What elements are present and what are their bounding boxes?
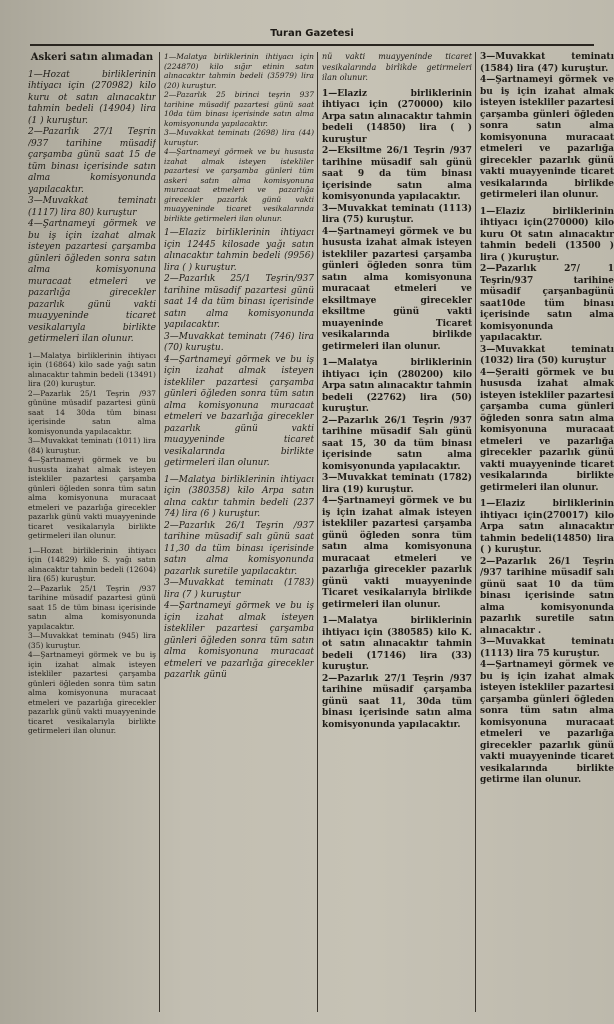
announcement-hozat-syag: 1—Hozat birliklerinin ihtiyacı için (14829) kilo S. yağı satın alınacaktır tahmin bedeli (12604) lira (65) kuruştur. 2—Pazarlık 25/1 Teşrin /937 tarihine müsadif pazartesi günü saat 15 de tüm binası içerisinde satın alma komisyonunda yapılacaktır. 3—Muvakkat teminatı (945) lira (35) kuruştur. 4—Şartnameyi görmek ve bu iş için izahat almak isteyen istekliler pazartesi çarşamba günleri öğleden sonra tüm satın alma komisyonuna muracaat etmeleri ve pazarlığa girecekler pazarlık günü vakti muayyeninde ticaret vesikalarıyla birlikte getirmeleri ilan olunur. — [28, 545, 156, 735]
section-heading: Askeri satın alımadan — [30, 52, 154, 63]
announcement-elaziz-sadeyag: 1—Elaziz birliklerinin ihtiyacı için 12445 kilosade yağı satın alınacaktır tahmin bedeli (9956) lira ( ) kuruştur. 2—Pazarlık 25/1 Teşrin/937 tarihine müsadif pazartesi günü saat 14 da tüm binası içerisinde satın alma komisyonunda yapılacaktır. 3—Muvakkat teminatı (746) lira (70) kuruştu. 4—Şartnameyi görmek ve bu iş için izahat almak isteyen istekliler pazartesi çarşamba günleri öğleden sonra tüm satın alma komisyonuna muracaat etmeleri ve bazarlığa girecekler pazarlık günü vakti muayyeninde ticaret vesikalarında birlikte getirmeleri ilan olunur. — [164, 228, 314, 468]
announcement-malatya-et: 1—Malatya birliklerinin ihtiyacı için (224870) kilo sığır etinin satın alınacaktır tahmin bedeli (35979) lira (20) kuruştur. 2—Pazarlık 25 birinci teşrin 937 tarihine müsadif pazartesi günü saat 10da tüm binası içerisinde satın alma komisyonunda yapılacaktır. 3—Muvakkat teminatı (2698) lira (44) kuruştur. 4—Şartnameyi görmek ve bu hususta izahat almak isteyen istekliler pazartesi ve çarşamba günleri tüm askeri satın alma komisyonuna muracaat etmeleri ve pazarlığa girecekler pazarlık günü vakti muayyeninde ticaret vesikalarında birlikte getirmeleri ilan olunur. — [164, 52, 314, 223]
masthead — [30, 4, 594, 46]
announcement-continuation-2: 3—Muvakkat teminatı (1584) lira (47) kuruştur. 4—Şartnameyi görmek ve bu iş için izahat almak isteyen istekliler pazartesi çarşamba günleri öğleden sonra satın alma komisyonuna muracaat etmeleri ve pazarlığa girecekler pazarlık günü vakti muayyeninde ticaret vesikalarında birlikde getirmeleri ilan olunur. — [480, 52, 614, 200]
announcement-elaziz-arpa: 1—Elaziz birliklerinin ihtiyacı için (270000) kilo Arpa satın alınacaktır tahmin bedeli (14850) lira ( ) kuruştur 2—Eksiltme 26/1 Teşrin /937 tarihine müsadif salı günü saat 9 da tüm binası içerisinde satın alma komisyonunda yapılacaktır. 3—Muvakkat teminatı (1113) lira (75) kuruştur. 4—Şartnameyi görmek ve bu hususta izahat almak isteyen istekliler pazartesi çarşamba günleri öğleden sonra tüm satın alma komisyonuna muracaat etmeleri ve eksiltmaye girecekler eksiltme günü vakti muayeninde Ticaret vesikalarında birlikde getirmeleri ilan olunur. — [322, 88, 472, 352]
column-4 — [480, 52, 614, 1020]
announcement-continuation: nü vakti muayyeninde ticaret vesikalarında birlikde getirmeleri ilan olunur. — [322, 52, 472, 82]
announcement-malatya-arpa: 1—Malatya birliklerinin ihtiyacı için (380358) kilo Arpa satın alına caktır tahmin bedeli (237 74) lira (6 ) kuruştur. 2—Pazarlık 26/1 Teşrin /937 tarihine müsadif salı günü saat 11,30 da tüm binası içerisinde satın alma komisyonunda pazarlık suretile yapılacaktır. 3—Muvakkat teminatı (1783) lira (7 ) kuruştur 4—Şartnameyi görmek ve bu iş için izahat almak isteyen istekliler pazartesi çarşamba günleri öğleden sonra tüm satın alma komisyonuna muracaat etmeleri ve pazarlığa girecekler pazarlık günü — [164, 474, 314, 680]
column-divider — [317, 52, 318, 1012]
column-2 — [164, 52, 314, 1020]
newspaper-title: Turan Gazetesi — [270, 28, 354, 39]
announcement-hozat-ot: 1—Hozat birliklerinin ihtiyacı için (270982) kilo kuru ot satın alınacaktır tahmin bedeli (14904) lira (1 ) kuruştur. 2—Pazarlık 27/1 Teşrin /937 tarihine müsadif çarşamba günü saat 15 de tüm binası içerisinde satın alma komisyonunda yapılacaktır. 3—Muvakkat teminatı (1117) lira 80) kuruştur 4—Şartnameyi görmek ve bu iş için izahat almak isteyen pazartesi çarşamba günleri öğleden sonra satın alma komisyonuna muracaat etmeleri ve pazarlığa girecekler pazarlık günü vakti muayyeninde ticaret vesikalarıyla birlikte getirmeleri ilan olunur. — [28, 69, 156, 344]
column-divider — [475, 52, 476, 1012]
column-divider — [159, 52, 160, 1012]
column-1 — [28, 52, 156, 1020]
announcement-elaziz-arpa-2: 1—Elaziz birliklerinin ihtiyacı için(270017) kilo Arpa satın alınacaktır tahmin bedeli(14850) lira ( ) kuruştur. 2—Pazarlık 26/1 Teşrin /937 tarihine müsadif salı günü saat 10 da tüm binası içerisinde satın alma komisyonunda pazarlık suretile satın alınacaktır . 3—Muvakkat teminatı (1113) lira 75 kuruştur. 4—Şartnameyi görmek ve bu iş için izahat almak isteyen istekliler pazartesi çarşamba günleri öğleden sonra tüm satın alma komisyonuna muracaat etmeleri ve pazarlığa girecekler pazarlık günü vakti muayyeninde ticaret vesikalarında birlikte getirme ilan olunur. — [480, 499, 614, 785]
announcement-malatya-arpa-2: 1—Malatya birliklerinin ihtiyacı için (280200) kilo Arpa satın alınacaktır tahmin bedeli (22762) lira (50) kuruştur. 2—Pazarlık 26/1 Teşrin /937 tarihine müsadif Salı günü saat 15, 30 da tüm binası içerisinde satın alma komisyonunda yapılacaktır. 3—Muvakkat teminatı (1782) lira (19) kuruştur. 4—Şartnameyi görmek ve bu iş için izahat almak isteyen istekliler pazartesi çarşamba günü öğleden sonra tüm satın alma komisyonuna muracaat etmeleri ve pazarlığa girecekler pazarlık günü vakti muayyeninde Ticaret vesikalarıyla birlikde getirmeleri ilan olunur. — [322, 358, 472, 610]
column-3 — [322, 52, 472, 1020]
announcement-elaziz-kuruot: 1—Elaziz birliklerinin ihtiyacı için(270000) kilo kuru Ot satın alınacaktır tahmin bedeli (13500 ) lira ( )kuruştur. 2—Pazarlık 27/ 1 Teşrin/937 tarihine müsadif çarşanbagünü saat10de tüm binası içerisinde satın alma komisyonunda yapılacaktır. 3—Muvakkat teminatı (1032) lira (50) kuruştur 4—Şeraiti görmek ve bu hususda izahat almak isteyen istekliler pazartesi çarşamba cuma günleri öğleden sonra satın alma komisyonuna muracaat etmeleri ve pazarlığa girecekler pazarlık günü vakti muayyeninde ticaret vesikalarında birlikte getirmeleri ilan olunur. — [480, 206, 614, 493]
announcement-malatya-kot: 1—Malatya birliklerinin ihtiyacı için (380585) kilo K. ot satın alınacaktır tahmin bedeli (17146) lira (33) kuruştur. 2—Pazarlık 27/1 Teşrin /937 tarihine müsadif çarşamba günü saat 11, 30da tüm binası içerisinde satın alma komisyonunda yapılacaktır. — [322, 616, 472, 730]
announcement-malatya-sadeyag: 1—Malatya birliklerinin ihtiyacı için (16864) kilo sade yağı satın alınacaktır tahmin bedeli (13491) lira (20) kuruştur. 2—Pazarlık 25/1 Teşrin /937 gününe müsadif pazartesi günü saat 14 30da tüm binası içerisinde satın alma komisyonunda yapılacaktır. 3—Muvakkat teminatı (1011) lira (84) kuruştur. 4—Şartnameyi görmek ve bu hususta izahat almak isteyen istekliler pazartesi çarşamba günleri öğleden sonra tüm satın alma komisyonuna muracaat etmeleri ve pazarlığa girecekler pazarlık günü vakti muayyeninde ticaret vesikalarıyla birlikte getirmeleri ilan olunur. — [28, 350, 156, 540]
